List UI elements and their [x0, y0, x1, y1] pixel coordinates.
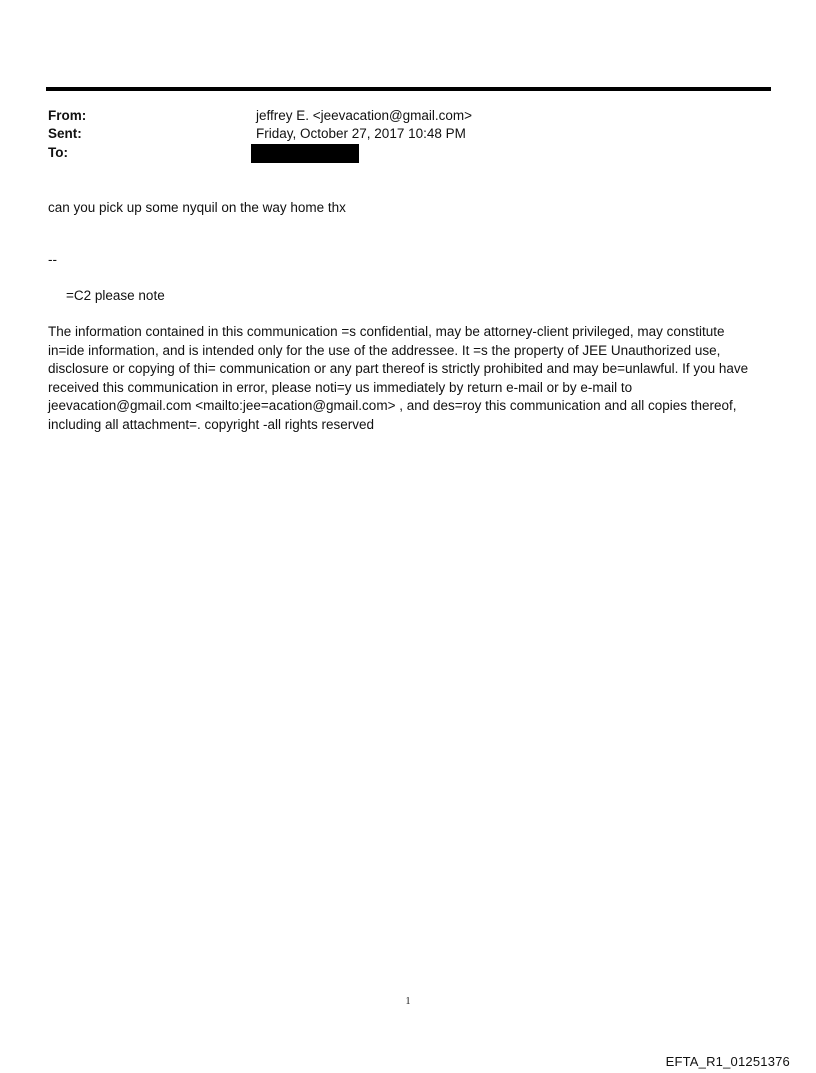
disclaimer-line: received this communication in error, please noti=y us immediately by return e-mail or by e-mail to [48, 379, 633, 395]
signature-separator: -- [48, 252, 57, 267]
to-redaction [251, 144, 359, 163]
disclaimer-line: in=ide information, and is intended only for the use of the addressee. It =s the property of JEE Unauthorized use, [48, 342, 721, 358]
sent-label: Sent: [48, 126, 82, 141]
disclaimer-line: jeevacation@gmail.com <mailto:jee=acation@gmail.com> , and des=roy this communication and all copies thereof, [48, 398, 737, 414]
signature-note: =C2 please note [66, 288, 165, 303]
bates-number: EFTA_R1_01251376 [665, 1054, 790, 1069]
disclaimer-line: including all attachment=. copyright -all rights reserved [48, 416, 375, 432]
disclaimer-line: disclosure or copying of thi= communication or any part thereof is strictly prohibited and may be=unlawful. If you have [48, 361, 749, 377]
message-body: can you pick up some nyquil on the way home thx [48, 200, 346, 215]
disclaimer-line: The information contained in this communication =s confidential, may be attorney-client privileged, may constitute [48, 324, 725, 339]
from-value: jeffrey E. <jeevacation@gmail.com> [256, 108, 473, 123]
page-number: 1 [405, 996, 411, 1007]
to-label: To: [48, 145, 68, 160]
sent-value: Friday, October 27, 2017 10:48 PM [256, 126, 466, 141]
header-rule [46, 87, 771, 91]
from-label: From: [48, 108, 87, 123]
confidentiality-disclaimer [48, 323, 778, 435]
